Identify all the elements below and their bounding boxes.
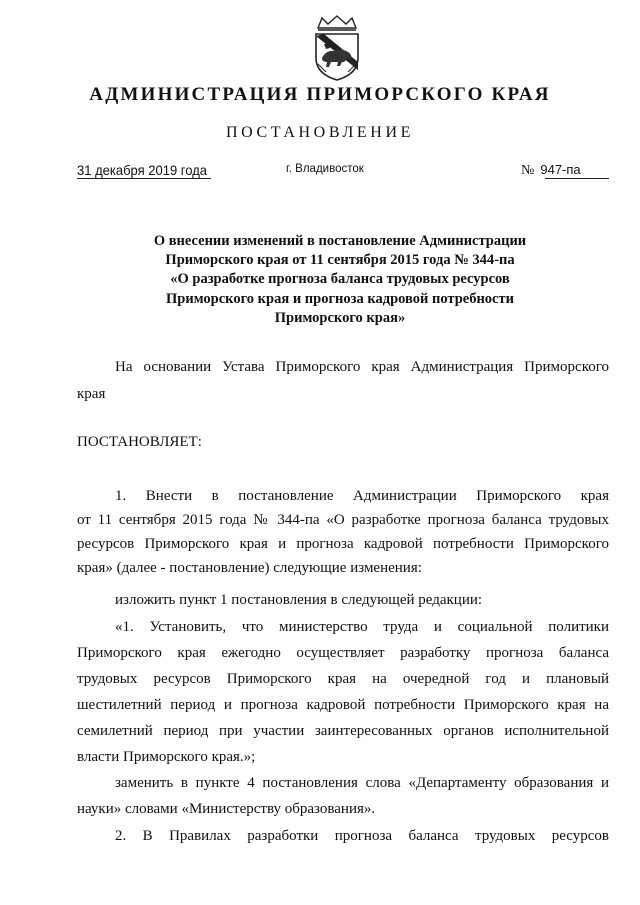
- subject-line: О внесении изменений в постановление Администрации: [153, 233, 527, 249]
- organization-title: АДМИНИСТРАЦИЯ ПРИМОРСКОГО КРАЯ: [89, 84, 551, 105]
- preamble-line: На основании Устава Приморского края Администрация Приморского: [115, 359, 609, 375]
- preamble-line: края: [77, 386, 106, 402]
- amendment-2-line: науки» словами «Министерству образования».: [77, 801, 376, 817]
- number-underline: [545, 178, 609, 179]
- quote-line: власти Приморского края.»;: [77, 749, 256, 765]
- item-2-line: 2. В Правилах разработки прогноза баланса трудовых ресурсов: [115, 828, 609, 844]
- number-sign: №: [521, 163, 535, 178]
- quote-line: семилетний период при участии заинтересованных органов исполнительной: [77, 723, 609, 739]
- item-1-line: края» (далее - постановление) следующие изменения:: [77, 560, 422, 576]
- coat-of-arms-icon: [304, 14, 370, 82]
- item-1-paragraph: [77, 484, 609, 580]
- amendment-1-intro: изложить пункт 1 постановления в следующей редакции:: [115, 592, 483, 608]
- quote-line: «1. Установить, что министерство труда и социальной политики: [115, 619, 609, 635]
- item-1-line: 1. Внести в постановление Администрации Приморского края: [115, 488, 609, 504]
- quote-line: Приморского края ежегодно осуществляет разработку прогноза баланса: [77, 645, 609, 661]
- item-1-line: от 11 сентября 2015 года № 344-па «О разработке прогноза баланса трудовых: [77, 512, 609, 528]
- document-date: 31 декабря 2019 года: [77, 162, 208, 179]
- document-number: [521, 162, 581, 179]
- quote-line: трудовых ресурсов Приморского края на очередной год и плановый: [77, 671, 609, 687]
- document-subject: [120, 232, 560, 328]
- number-value: 947-па: [540, 162, 581, 177]
- resolves-heading: ПОСТАНОВЛЯЕТ:: [77, 434, 202, 450]
- document-type: ПОСТАНОВЛЕНИЕ: [226, 124, 414, 141]
- preamble-paragraph: [77, 354, 609, 408]
- amendment-2-paragraph: [77, 770, 609, 822]
- quote-line: шестилетний период и прогноза кадровой потребности Приморского края на: [77, 697, 609, 713]
- item-1-line: ресурсов Приморского края и прогноза кадровой потребности Приморского: [77, 536, 609, 552]
- amendment-2-line: заменить в пункте 4 постановления слова «Департаменту образования и: [115, 775, 609, 791]
- document-city: г. Владивосток: [286, 163, 364, 175]
- subject-line: Приморского края»: [274, 309, 406, 326]
- date-underline: [77, 178, 211, 179]
- subject-line: Приморского края и прогноза кадровой потребности: [166, 290, 514, 307]
- item-2-paragraph: [77, 824, 609, 848]
- amendment-1-quote: [77, 614, 609, 770]
- subject-line: Приморского края от 11 сентября 2015 года № 344-па: [165, 252, 515, 269]
- subject-line: «О разработке прогноза баланса трудовых ресурсов: [170, 271, 510, 288]
